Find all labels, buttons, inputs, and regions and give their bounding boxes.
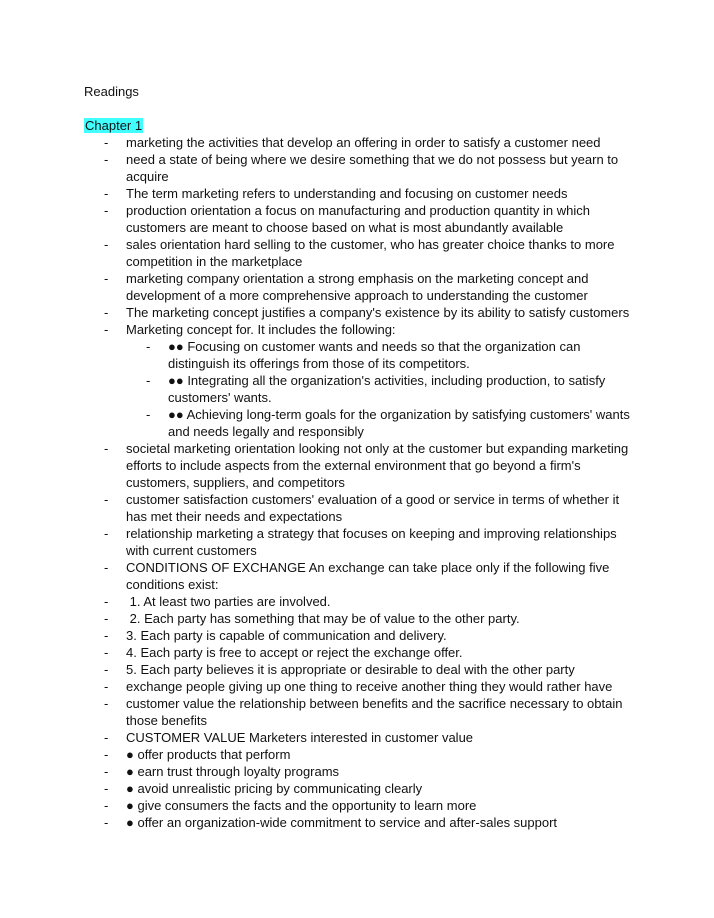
list-item-text: 4. Each party is free to accept or reject the exchange offer. [126, 645, 463, 660]
list-bullet-dash: - [104, 271, 109, 286]
list-item [0, 729, 714, 746]
list-item-text: ● offer products that perform [126, 747, 291, 762]
list-item [0, 185, 714, 202]
list-item [0, 593, 714, 610]
list-item-text: 3. Each party is capable of communication and delivery. [126, 628, 447, 643]
list-bullet-dash: - [104, 696, 109, 711]
list-item-text: customer value the relationship between benefits and the sacrifice necessary to obtain those benefits [126, 696, 627, 728]
list-item-text: Marketing concept for. It includes the following: [126, 322, 396, 337]
list-bullet-dash: - [146, 339, 151, 354]
list-item [0, 797, 714, 814]
list-item-text: production orientation a focus on manufacturing and production quantity in which customers are meant to choose based on what is most abundantly available [126, 203, 594, 235]
list-bullet-dash: - [104, 322, 109, 337]
chapter-heading-highlight: Chapter 1 [85, 118, 143, 133]
list-item [0, 525, 714, 559]
list-item [0, 134, 714, 151]
list-item-text: 1. At least two parties are involved. [126, 594, 331, 609]
list-item-text: ● give consumers the facts and the opportunity to learn more [126, 798, 477, 813]
list-item [0, 270, 714, 304]
list-bullet-dash: - [104, 203, 109, 218]
list-item-text: The marketing concept justifies a company's existence by its ability to satisfy customers [126, 305, 630, 320]
list-item [0, 678, 714, 695]
list-bullet-dash: - [104, 611, 109, 626]
list-bullet-dash: - [104, 237, 109, 252]
chapter-heading [84, 118, 143, 134]
list-item [0, 202, 714, 236]
page-title: Readings [84, 84, 139, 99]
list-item-text: ● offer an organization-wide commitment to service and after-sales support [126, 815, 558, 830]
list-bullet-dash: - [104, 441, 109, 456]
list-item-text: 2. Each party has something that may be of value to the other party. [126, 611, 520, 626]
list-item [0, 491, 714, 525]
list-item-text: ● avoid unrealistic pricing by communicating clearly [126, 781, 423, 796]
list-bullet-dash: - [104, 645, 109, 660]
list-bullet-dash: - [104, 560, 109, 575]
list-item-text: customer satisfaction customers' evaluation of a good or service in terms of whether it has met their needs and expectations [126, 492, 623, 524]
list-item-text: ● earn trust through loyalty programs [126, 764, 340, 779]
list-item-text: societal marketing orientation looking not only at the customer but expanding marketing efforts to include aspects from the external environment that go beyond a firm's customers, suppliers, and competitors [126, 441, 632, 490]
sub-list-item [0, 372, 714, 406]
list-item [0, 695, 714, 729]
list-bullet-dash: - [104, 492, 109, 507]
list-item [0, 814, 714, 831]
list-bullet-dash: - [104, 152, 109, 167]
list-bullet-dash: - [104, 526, 109, 541]
list-bullet-dash: - [146, 407, 151, 422]
sub-list-item [0, 338, 714, 372]
list-item [0, 644, 714, 661]
list-bullet-dash: - [104, 305, 109, 320]
list-item-text: need a state of being where we desire something that we do not possess but yearn to acquire [126, 152, 622, 184]
list-bullet-dash: - [104, 730, 109, 745]
list-item [0, 780, 714, 797]
list-bullet-dash: - [104, 662, 109, 677]
list-bullet-dash: - [104, 747, 109, 762]
list-bullet-dash: - [104, 781, 109, 796]
list-bullet-dash: - [104, 594, 109, 609]
list-item-text: sales orientation hard selling to the customer, who has greater choice thanks to more competition in the marketplace [126, 237, 619, 269]
list-item [0, 321, 714, 338]
list-item [0, 610, 714, 627]
list-bullet-dash: - [104, 679, 109, 694]
list-item-text: CONDITIONS OF EXCHANGE An exchange can take place only if the following five conditions exist: [126, 560, 613, 592]
list-item [0, 559, 714, 593]
list-item-text: relationship marketing a strategy that focuses on keeping and improving relationships with current customers [126, 526, 621, 558]
sub-list-item [0, 406, 714, 440]
list-item-text: marketing the activities that develop an offering in order to satisfy a customer need [126, 135, 601, 150]
list-bullet-dash: - [104, 186, 109, 201]
list-item-text: exchange people giving up one thing to receive another thing they would rather have [126, 679, 613, 694]
list-item-text: ●● Integrating all the organization's activities, including production, to satisfy customers' wants. [168, 373, 609, 405]
list-bullet-dash: - [104, 798, 109, 813]
list-item-text: CUSTOMER VALUE Marketers interested in customer value [126, 730, 474, 745]
list-item-text: 5. Each party believes it is appropriate or desirable to deal with the other party [126, 662, 575, 677]
list-item [0, 763, 714, 780]
notes-list [0, 134, 714, 831]
list-item [0, 627, 714, 644]
list-item [0, 746, 714, 763]
list-item-text: ●● Achieving long-term goals for the organization by satisfying customers' wants and needs legally and responsibly [168, 407, 634, 439]
list-item-text: marketing company orientation a strong emphasis on the marketing concept and development of a more comprehensive approach to understanding the customer [126, 271, 593, 303]
list-item [0, 440, 714, 491]
list-bullet-dash: - [104, 135, 109, 150]
list-bullet-dash: - [104, 628, 109, 643]
list-item [0, 236, 714, 270]
list-bullet-dash: - [146, 373, 151, 388]
list-item [0, 151, 714, 185]
list-bullet-dash: - [104, 815, 109, 830]
list-item [0, 661, 714, 678]
list-bullet-dash: - [104, 764, 109, 779]
list-item-text: ●● Focusing on customer wants and needs so that the organization can distinguish its offerings from those of its competitors. [168, 339, 585, 371]
list-item-text: The term marketing refers to understanding and focusing on customer needs [126, 186, 568, 201]
list-item [0, 304, 714, 321]
